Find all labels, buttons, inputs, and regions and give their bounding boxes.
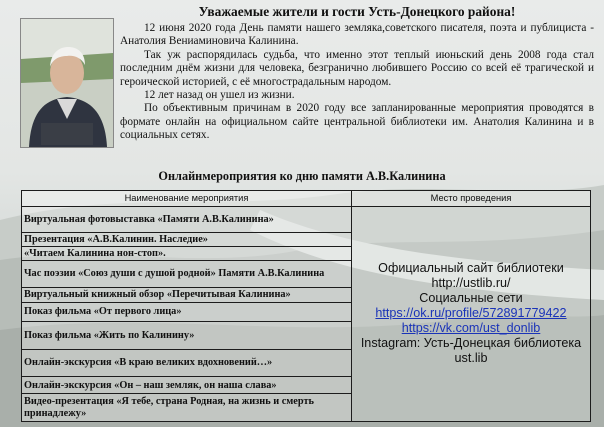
- paragraph-years-ago: 12 лет назад он ушел из жизни.: [144, 89, 295, 102]
- table-title: Онлайнмероприятия ко дню памяти А.В.Калинина: [158, 169, 446, 183]
- event-name: Презентация «А.В.Калинин. Наследие»: [22, 232, 352, 247]
- venue-site-url: http://ustlib.ru/: [431, 276, 511, 291]
- page-heading: Уважаемые жители и гости Усть-Донецкого района!: [198, 4, 516, 19]
- table-row: [22, 206, 591, 232]
- event-name: Видео-презентация «Я тебе, страна Родная, на жизнь и смерть принадлежу»: [22, 394, 352, 422]
- event-name: «Читаем Калинина нон-стоп».: [22, 247, 352, 261]
- event-name: Виртуальный книжный обзор «Перечитывая Калинина»: [22, 287, 352, 302]
- paragraph-memorial-day: 12 июня 2020 года День памяти нашего земляка,советского писателя, поэта и публициста - Анатолия Вениаминовича Калинина.: [120, 22, 594, 48]
- venue-site-label: Официальный сайт библиотеки: [378, 261, 564, 276]
- event-name: Показ фильма «От первого лица»: [22, 302, 352, 321]
- venue-social-label: Социальные сети: [419, 291, 523, 306]
- event-name: Час поэзии «Союз души с душой родной» Памяти А.В.Калинина: [22, 261, 352, 288]
- event-name: Онлайн-экскурсия «Он – наш земляк, он наша слава»: [22, 377, 352, 394]
- instagram-label: Instagram: Усть-Донецкая библиотека: [360, 336, 582, 351]
- intro-text: [120, 4, 594, 143]
- venue-cell: [352, 206, 591, 421]
- event-name: Виртуальная фотовыставка «Памяти А.В.Калинина»: [22, 206, 352, 232]
- column-header-venue: Место проведения: [352, 191, 591, 207]
- column-header-event: Наименование мероприятия: [22, 191, 352, 207]
- instagram-handle: ust.lib: [454, 351, 488, 366]
- event-name: Показ фильма «Жить по Калинину»: [22, 321, 352, 349]
- vk-link[interactable]: https://vk.com/ust_donlib: [401, 321, 541, 336]
- paragraph-fate: Так уж распорядилась судьба, что именно этот теплый июньский день 2008 года стал последним днём жизни для человека, безгранично любившего Россию со всей её трагической и героической историей, с её многострадальным народом.: [120, 48, 594, 88]
- events-table: [21, 190, 591, 422]
- paragraph-online-format: По объективным причинам в 2020 году все запланированные мероприятия проводятся в формате онлайн на официальном сайте центральной библиотеки им. Анатолия Калинина и в социальных сетях.: [120, 102, 594, 142]
- odnoklassniki-link[interactable]: https://ok.ru/profile/572891779422: [375, 306, 567, 321]
- author-portrait: [20, 18, 114, 148]
- event-name: Онлайн-экскурсия «В краю великих вдохновений…»: [22, 349, 352, 377]
- table-header-row: [22, 191, 591, 207]
